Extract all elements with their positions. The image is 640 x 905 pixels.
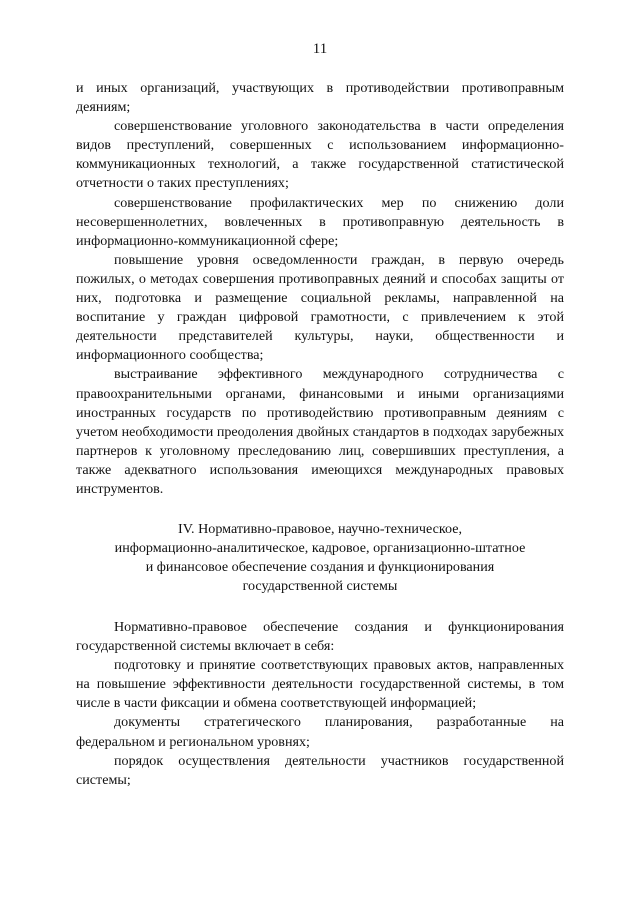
paragraph-continuation: и иных организаций, участвующих в противодействии противоправным деяниям; <box>76 80 564 116</box>
section-heading-line: и финансовое обеспечение создания и функционирования <box>145 559 495 576</box>
page-number: 11 <box>312 41 328 57</box>
section-heading-line: IV. Нормативно-правовое, научно-техническое, <box>178 521 462 537</box>
body-text-top <box>76 79 564 499</box>
paragraph-legal-acts: подготовку и принятие соответствующих правовых актов, направленных на повышение эффективности деятельности государственной системы, в том числе в части фиксации и обмена соответствующей информацией; <box>76 657 564 712</box>
paragraph-international-cooperation: выстраивание эффективного международного сотрудничества с правоохранительными органами, финансовыми и иными организациями иностранных государств по противодействию противоправным деяниям с учетом необходимости преодоления двойных стандартов в подходах зарубежных партнеров к уголовному преследованию лиц, совершивших преступления, а также адекватного использования имеющихся международных правовых инструментов. <box>76 366 564 497</box>
paragraph-awareness: повышение уровня осведомленности граждан, в первую очередь пожилых, о методах совершения противоправных деяний и способах защиты от них, подготовка и размещение социальной рекламы, направленной на воспитание у граждан цифровой грамотности, с привлечением к этой деятельности представителей культуры, науки, общественности и информационного сообщества; <box>76 251 564 364</box>
paragraph-legal-support: Нормативно-правовое обеспечение создания и функционирования государственной системы включает в себя: <box>76 619 564 655</box>
section-heading-line: государственной системы <box>242 578 398 595</box>
paragraph-strategic-planning: документы стратегического планирования, разработанные на федеральном и региональном уровнях; <box>76 714 564 750</box>
body-text-section <box>76 618 564 790</box>
section-heading <box>76 520 564 596</box>
paragraph-criminal-law: совершенствование уголовного законодательства в части определения видов преступлений, совершенных с использованием информационно-коммуникационных технологий, а также государственной статистической отчетности о таких преступлениях; <box>76 118 564 192</box>
paragraph-minors-prevention: совершенствование профилактических мер по снижению доли несовершеннолетних, вовлеченных в противоправную деятельность в информационно-коммуникационной сфере; <box>76 194 564 249</box>
section-heading-line: информационно-аналитическое, кадровое, организационно-штатное <box>114 540 526 557</box>
paragraph-participants-procedure: порядок осуществления деятельности участников государственной системы; <box>76 752 564 788</box>
